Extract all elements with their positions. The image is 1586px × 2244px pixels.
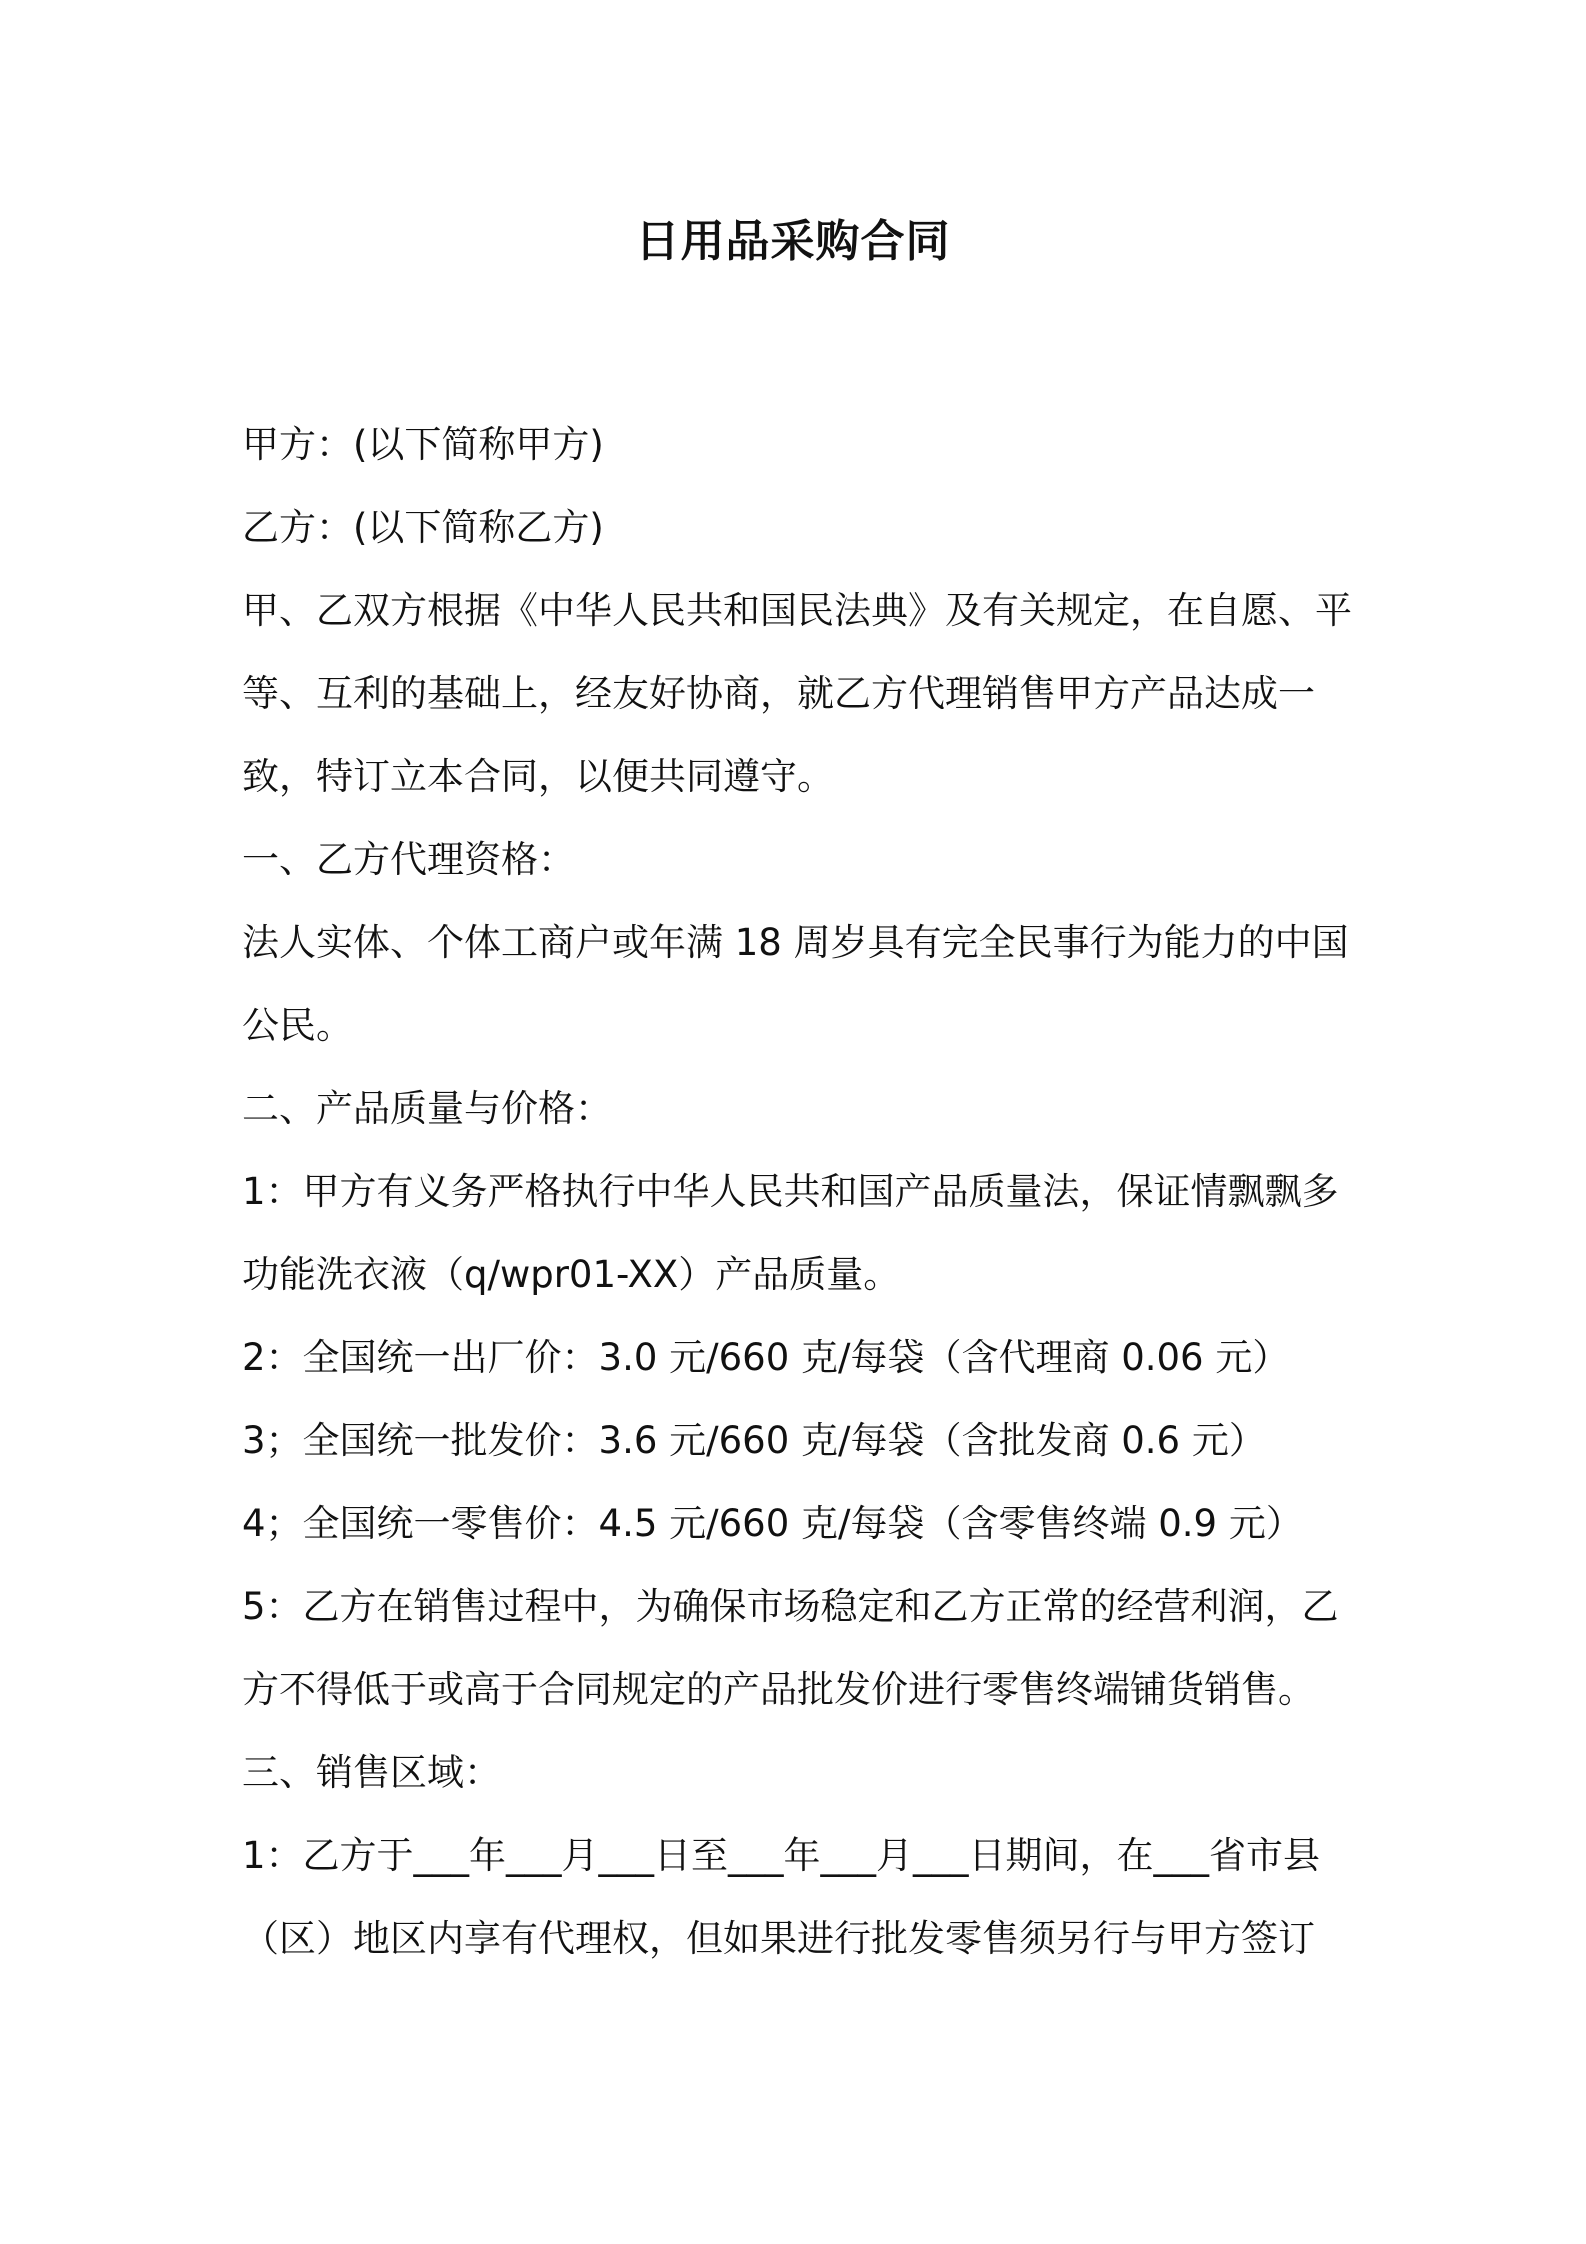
document-body bbox=[242, 403, 1352, 1980]
section-heading-quality-price: 二、产品质量与价格： bbox=[242, 1087, 612, 1130]
clause-wholesale-price: 3；全国统一批发价：3.6 元/660 克/每袋（含批发商 0.6 元） bbox=[242, 1419, 1266, 1462]
clause-retail-price: 4；全国统一零售价：4.5 元/660 克/每袋（含零售终端 0.9 元） bbox=[242, 1502, 1303, 1545]
preamble-paragraph: 甲、乙双方根据《中华人民共和国民法典》及有关规定，在自愿、平等、互利的基础上，经友好协商，就乙方代理销售甲方产品达成一致，特订立本合同，以便共同遵守。 bbox=[242, 589, 1352, 798]
clause-quality: 1：甲方有义务严格执行中华人民共和国产品质量法，保证情飘飘多功能洗衣液（q/wpr01-XX）产品质量。 bbox=[242, 1170, 1339, 1296]
section-heading-qualification: 一、乙方代理资格： bbox=[242, 838, 575, 881]
clause-factory-price: 2：全国统一出厂价：3.0 元/660 克/每袋（含代理商 0.06 元） bbox=[242, 1336, 1290, 1379]
clause-pricing-discipline: 5：乙方在销售过程中，为确保市场稳定和乙方正常的经营利润，乙方不得低于或高于合同规定的产品批发价进行零售终端铺货销售。 bbox=[242, 1585, 1339, 1711]
party-a-line: 甲方：(以下简称甲方) bbox=[242, 423, 604, 466]
party-b-line: 乙方：(以下简称乙方) bbox=[242, 506, 604, 549]
section-heading-sales-region: 三、销售区域： bbox=[242, 1751, 501, 1794]
clause-sales-region: 1：乙方于___年___月___日至___年___月___日期间，在___省市县（区）地区内享有代理权，但如果进行批发零售须另行与甲方签订 bbox=[242, 1834, 1321, 1960]
qualification-paragraph: 法人实体、个体工商户或年满 18 周岁具有完全民事行为能力的中国公民。 bbox=[242, 921, 1349, 1047]
document-title: 日用品采购合同 bbox=[635, 216, 951, 267]
